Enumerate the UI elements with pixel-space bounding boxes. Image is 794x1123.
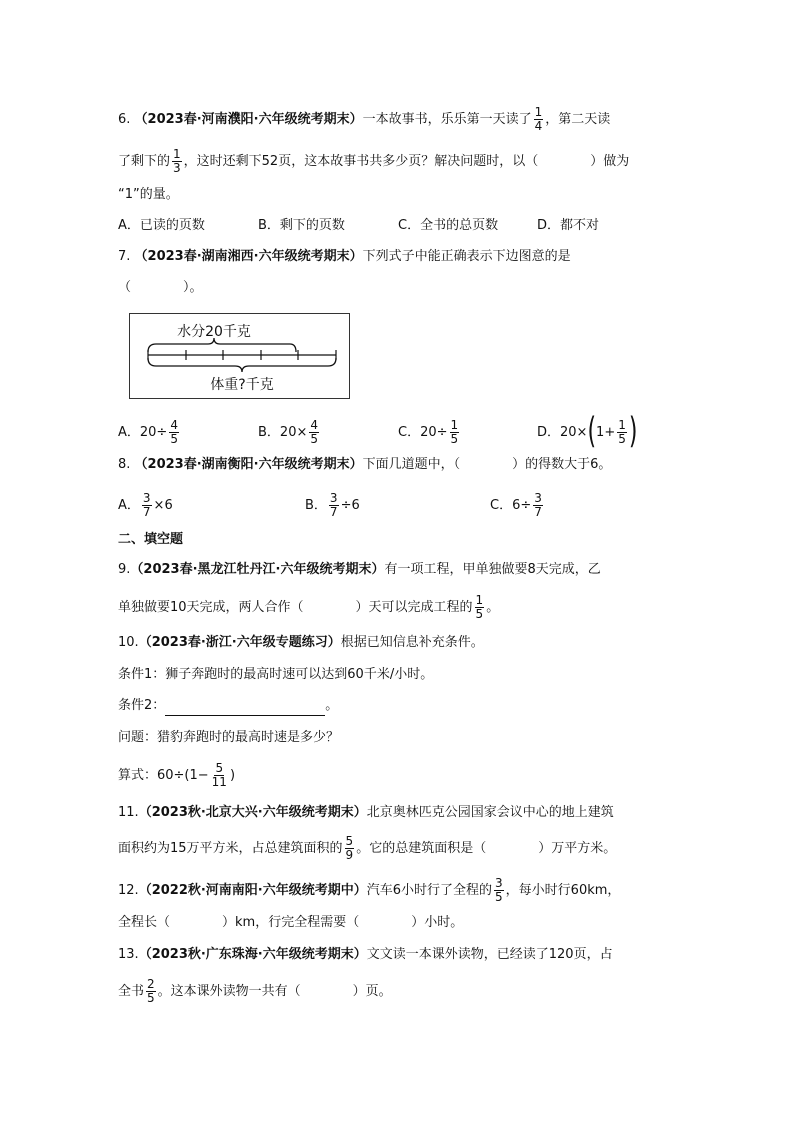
q7-diagram [129, 313, 350, 399]
q7-line1: 7. （2023春·湖南湘西·六年级统考期末）下列式子中能正确表示下边图意的是 [118, 249, 571, 264]
q10-formula: 算式：60÷(1− $\frac{5}{11}$ ) [118, 761, 236, 789]
q6-text-1a: 一本故事书，乐乐第一天读了 [362, 112, 532, 127]
q6-fraction-2: $\frac{1}{3}$ [173, 147, 181, 175]
q7-top-brace [148, 338, 296, 352]
q8-source: （2023春·湖南衡阳·六年级统考期末） [134, 457, 363, 472]
q8-option-b[interactable]: B． $\frac{3}{7}$ ÷6 [305, 491, 360, 519]
q7-source: （2023春·湖南湘西·六年级统考期末） [134, 249, 363, 264]
q7-brace-diagram [130, 314, 349, 398]
q9-line1: 9.（2023春·黑龙江牡丹江·六年级统考期末）有一项工程，甲单独做要8天完成，乙 [118, 562, 601, 577]
q13-source: （2023秋·广东珠海·六年级统考期末） [138, 947, 367, 962]
q6-fraction-1: $\frac{1}{4}$ [534, 105, 543, 133]
q13-line2: 全书 $\frac{2}{5}$ 。这本课外读物一共有（ ）页。 [118, 977, 392, 1005]
q8-option-c[interactable]: C．6÷ $\frac{3}{7}$ [490, 491, 542, 519]
q12-line2: 全程长（ ）km，行完全程需要（ ）小时。 [118, 915, 464, 930]
q10-source: （2023春·浙江·六年级专题练习） [138, 635, 341, 650]
q6-number: 6. [118, 112, 131, 127]
q7-bottom-brace [148, 358, 336, 372]
q7-diagram-top-label: 水分20千克 [177, 324, 251, 340]
q7-diagram-bottom-label: 体重?千克 [210, 377, 274, 393]
q7-option-d[interactable]: D．20×(1+ $\frac{1}{5}$ ) [537, 411, 638, 452]
q12-line1: 12.（2022秋·河南南阳·六年级统考期中）汽车6小时行了全程的 $\frac{3}{5}$ ，每小时行60km， [118, 876, 621, 904]
q9-source: （2023春·黑龙江牡丹江·六年级统考期末） [130, 562, 385, 577]
q8-line1: 8. （2023春·湖南衡阳·六年级统考期末）下面几道题中，（ ）的得数大于6。 [118, 457, 612, 472]
q10-question: 问题：猎豹奔跑时的最高时速是多少？ [118, 730, 340, 745]
q10-condition1: 条件1：狮子奔跑时的最高时速可以达到60千米/小时。 [118, 667, 434, 682]
q7-line2: （ ）。 [118, 280, 203, 295]
q10-condition2: 条件2： 。 [118, 696, 338, 716]
q6-line2 [118, 148, 629, 175]
q6-option-a[interactable]: A．已读的页数 [118, 218, 205, 233]
section-heading: 二、填空题 [118, 532, 184, 547]
q10-answer-blank[interactable] [165, 701, 325, 716]
q8-option-a[interactable]: A． $\frac{3}{7}$ ×6 [118, 491, 173, 519]
q6-line3: “1”的量。 [118, 187, 179, 202]
q6-text-2b: ，这时还剩下52页，这本故事书共多少页？解决问题时，以（ ）做为 [183, 154, 630, 169]
q7-option-a[interactable]: A．20÷ $\frac{4}{5}$ [118, 418, 178, 446]
q6-option-b[interactable]: B．剩下的页数 [258, 218, 345, 233]
q6-option-d[interactable]: D．都不对 [537, 218, 600, 233]
q11-source: （2023秋·北京大兴·六年级统考期末） [138, 805, 367, 820]
q12-source: （2022秋·河南南阳·六年级统考期中） [138, 883, 367, 898]
q6-text-1b: ，第二天读 [545, 112, 611, 127]
q6-source: （2023春·河南濮阳·六年级统考期末） [134, 112, 363, 127]
q10-line1: 10.（2023春·浙江·六年级专题练习）根据已知信息补充条件。 [118, 635, 484, 650]
q6-line1 [118, 106, 610, 133]
q13-line1: 13.（2023秋·广东珠海·六年级统考期末）文文读一本课外读物，已经读了120页，占 [118, 947, 613, 962]
q9-line2: 单独做要10天完成，两人合作（ ）天可以完成工程的 $\frac{1}{5}$ 。 [118, 593, 500, 621]
q11-line1: 11.（2023秋·北京大兴·六年级统考期末）北京奥林匹克公园国家会议中心的地上建筑 [118, 805, 614, 820]
q6-option-c[interactable]: C．全书的总页数 [398, 218, 499, 233]
q7-option-b[interactable]: B．20× $\frac{4}{5}$ [258, 418, 318, 446]
q6-text-2a: 了剩下的 [118, 154, 171, 169]
q7-option-c[interactable]: C．20÷ $\frac{1}{5}$ [398, 418, 459, 446]
q11-line2: 面积约为15万平方米，占总建筑面积的 $\frac{5}{9}$ 。它的总建筑面积是（ ）万平方米。 [118, 834, 617, 862]
